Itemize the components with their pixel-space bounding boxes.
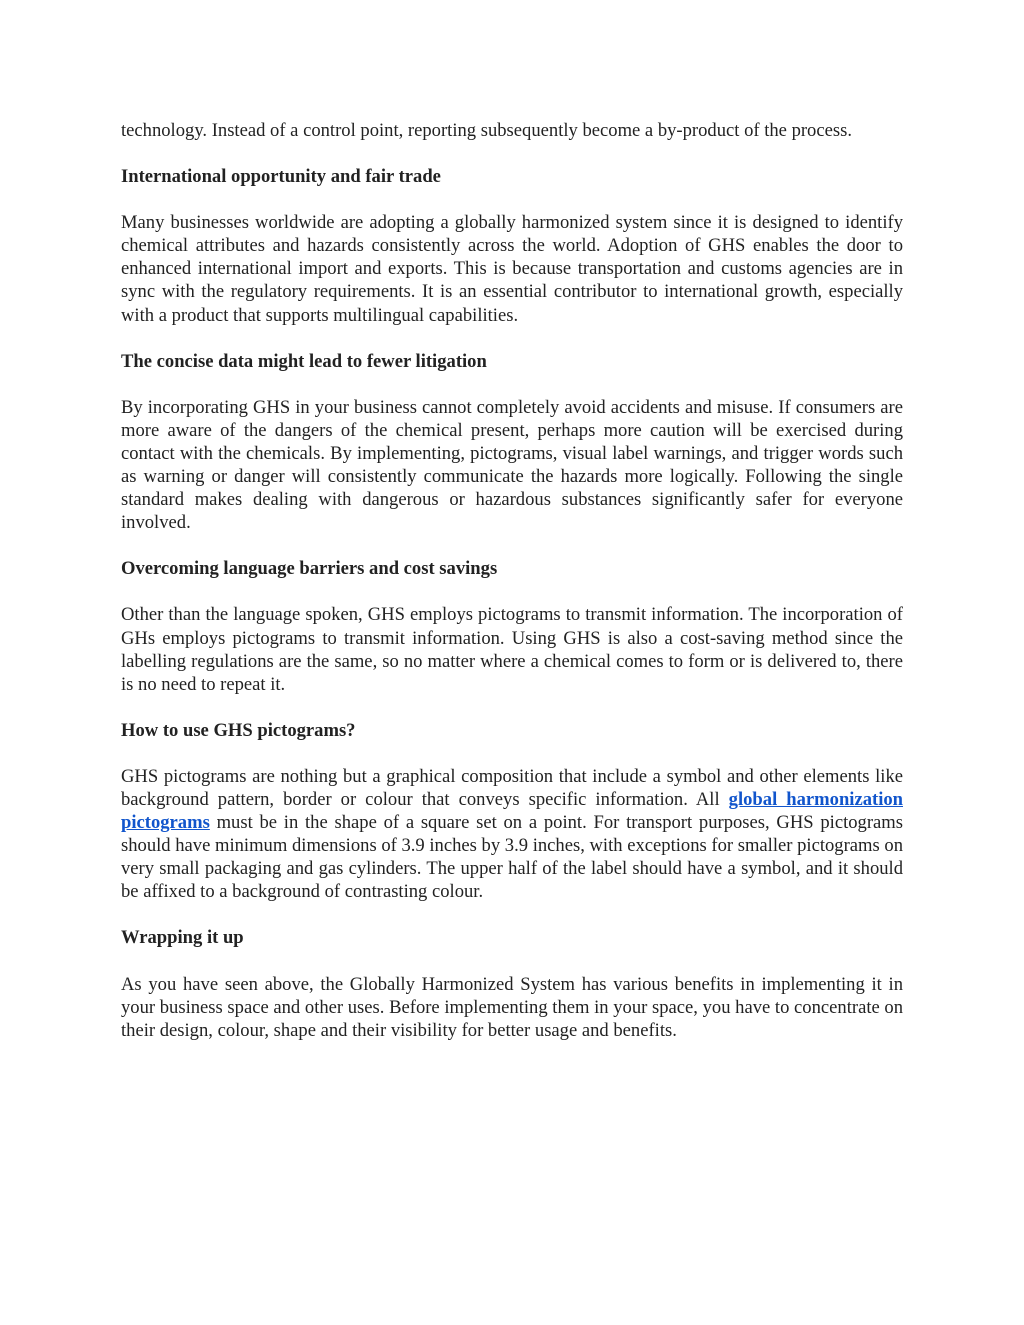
document-page (121, 119, 903, 1065)
section-body-wrapping-up: As you have seen above, the Globally Harmonized System has various benefits in implementing it in your business space and other uses. Before implementing them in your space, you have to concentrate on their design, colour, shape and their visibility for better usage and benefits. (121, 973, 903, 1041)
body-text-before-link: GHS pictograms are nothing but a graphical composition that include a symbol and other elements like background pattern, border or colour that conveys specific information. All (121, 765, 903, 810)
section-heading-international-opportunity: International opportunity and fair trade (121, 166, 441, 188)
section-body-language-barriers: Other than the language spoken, GHS employs pictograms to transmit information. The incorporation of GHs employs pictograms to transmit information. Using GHS is also a cost-saving method since the labelling regulations are the same, so no matter where a chemical comes to form or is delivered to, there is no need to repeat it. (121, 604, 903, 695)
section-body-fewer-litigation: By incorporating GHS in your business cannot completely avoid accidents and misuse. If consumers are more aware of the dangers of the chemical present, perhaps more caution will be exercised during contact with the chemicals. By implementing, pictograms, visual label warnings, and trigger words such as warning or danger will consistently communicate the hazards more logically. Following the single standard makes dealing with dangerous or hazardous substances significantly safer for everyone involved. (121, 396, 903, 534)
global-harmonization-pictograms-link[interactable]: global harmonization pictograms (121, 788, 903, 834)
section-heading-ghs-pictograms: How to use GHS pictograms? (121, 719, 356, 741)
section-heading-language-barriers: Overcoming language barriers and cost savings (121, 558, 498, 580)
section-heading-fewer-litigation: The concise data might lead to fewer litigation (121, 350, 487, 372)
body-text-after-link: must be in the shape of a square set on a point. For transport purposes, GHS pictograms should have minimum dimensions of 3.9 inches by 3.9 inches, with exceptions for smaller pictograms on very small packaging and gas cylinders. The upper half of the label should have a symbol, and it should be affixed to a background of contrasting colour. (121, 812, 903, 903)
section-heading-wrapping-up: Wrapping it up (121, 927, 244, 949)
section-body-ghs-pictograms (121, 765, 903, 904)
section-body-international-opportunity: Many businesses worldwide are adopting a globally harmonized system since it is designed to identify chemical attributes and hazards consistently across the world. Adoption of GHS enables the door to enhanced international import and exports. This is because transportation and customs agencies are in sync with the regulatory requirements. It is an essential contributor to international growth, especially with a product that supports multilingual capabilities. (121, 212, 903, 326)
intro-paragraph: technology. Instead of a control point, reporting subsequently become a by-product of the process. (121, 120, 852, 141)
